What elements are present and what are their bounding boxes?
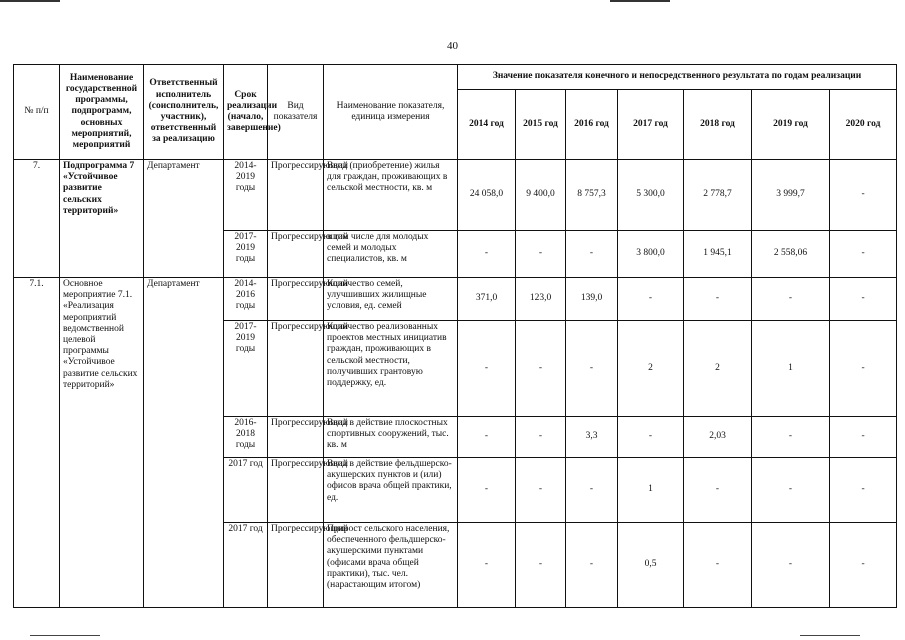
- value-cell: -: [752, 523, 830, 608]
- value-cell: -: [830, 231, 897, 278]
- header-indicator-name: Наименование показателя, единица измерения: [324, 65, 458, 160]
- value-cell: -: [458, 231, 516, 278]
- value-cell: -: [752, 278, 830, 321]
- indicator-type: Прогрессирующий: [268, 160, 324, 231]
- value-cell: -: [684, 278, 752, 321]
- scan-edge-bottom-right: [800, 635, 860, 636]
- value-cell: -: [618, 417, 684, 458]
- value-cell: -: [830, 160, 897, 231]
- header-year: 2020 год: [830, 90, 897, 160]
- value-cell: 371,0: [458, 278, 516, 321]
- indicator-type: Прогрессирующий: [268, 523, 324, 608]
- program-name: Основное мероприятие 7.1. «Реализация мероприятий ведомственной целевой программы «Устойчивое развитие сельских территорий»: [60, 278, 144, 608]
- scan-edge-top-right: [610, 0, 670, 2]
- indicator-name: в том числе для молодых семей и молодых специалистов, кв. м: [324, 231, 458, 278]
- table-row: [14, 278, 897, 321]
- value-cell: -: [566, 458, 618, 523]
- indicator-type: Прогрессирующий: [268, 417, 324, 458]
- header-period: Срок реализации (начало, завершение): [224, 65, 268, 160]
- value-cell: -: [458, 523, 516, 608]
- period: 2014-2019 годы: [224, 160, 268, 231]
- value-cell: -: [752, 417, 830, 458]
- value-cell: -: [752, 458, 830, 523]
- value-cell: 3 800,0: [618, 231, 684, 278]
- header-year: 2018 год: [684, 90, 752, 160]
- indicator-type: Прогрессирующий: [268, 321, 324, 417]
- value-cell: 9 400,0: [516, 160, 566, 231]
- period: 2016-2018 годы: [224, 417, 268, 458]
- value-cell: -: [566, 231, 618, 278]
- value-cell: -: [830, 458, 897, 523]
- value-cell: -: [684, 523, 752, 608]
- value-cell: -: [458, 417, 516, 458]
- scan-edge-top-left: [0, 0, 60, 2]
- responsible: Департамент: [144, 278, 224, 608]
- value-cell: 0,5: [618, 523, 684, 608]
- header-year: 2015 год: [516, 90, 566, 160]
- value-cell: -: [830, 417, 897, 458]
- value-cell: -: [458, 321, 516, 417]
- program-name: Подпрограмма 7 «Устойчивое развитие сельских территорий»: [60, 160, 144, 278]
- header-year: 2014 год: [458, 90, 516, 160]
- row-number: 7.: [14, 160, 60, 278]
- header-num: № п/п: [14, 65, 60, 160]
- indicator-name: Количество семей, улучшивших жилищные условия, ед. семей: [324, 278, 458, 321]
- indicator-name: Ввод в действие фельдшерско-акушерских пунктов и (или) офисов врача общей практики, ед.: [324, 458, 458, 523]
- table-row: [14, 160, 897, 231]
- header-values-group: Значение показателя конечного и непосредственного результата по годам реализации: [458, 65, 897, 90]
- header-program: Наименование государственной программы, подпрограмм, основных мероприятий, мероприятий: [60, 65, 144, 160]
- value-cell: -: [618, 278, 684, 321]
- value-cell: -: [458, 458, 516, 523]
- header-indicator-type: Вид показателя: [268, 65, 324, 160]
- value-cell: -: [516, 523, 566, 608]
- value-cell: 123,0: [516, 278, 566, 321]
- value-cell: 2: [684, 321, 752, 417]
- indicator-name: Количество реализованных проектов местных инициатив граждан, проживающих в сельской местности, получивших грантовую поддержку, ед.: [324, 321, 458, 417]
- value-cell: 1 945,1: [684, 231, 752, 278]
- indicator-type: Прогрессирующий: [268, 231, 324, 278]
- period: 2017 год: [224, 458, 268, 523]
- value-cell: -: [684, 458, 752, 523]
- value-cell: -: [516, 321, 566, 417]
- value-cell: 24 058,0: [458, 160, 516, 231]
- value-cell: 8 757,3: [566, 160, 618, 231]
- value-cell: -: [516, 231, 566, 278]
- header-row-1: [14, 65, 897, 90]
- value-cell: -: [830, 523, 897, 608]
- value-cell: -: [566, 321, 618, 417]
- indicators-table: [13, 64, 897, 608]
- page-number: 40: [447, 40, 458, 52]
- indicator-name: Прирост сельского населения, обеспеченного фельдшерско-акушерскими пунктами (офисами врача общей практики), тыс. чел. (нарастающим итогом): [324, 523, 458, 608]
- header-year: 2019 год: [752, 90, 830, 160]
- value-cell: -: [830, 278, 897, 321]
- value-cell: 1: [618, 458, 684, 523]
- value-cell: 2,03: [684, 417, 752, 458]
- value-cell: -: [516, 417, 566, 458]
- period: 2014-2016 годы: [224, 278, 268, 321]
- value-cell: 5 300,0: [618, 160, 684, 231]
- value-cell: -: [516, 458, 566, 523]
- indicator-name: Ввод (приобретение) жилья для граждан, проживающих в сельской местности, кв. м: [324, 160, 458, 231]
- value-cell: 1: [752, 321, 830, 417]
- indicator-type: Прогрессирующий: [268, 458, 324, 523]
- scan-edge-bottom-left: [30, 635, 100, 636]
- header-responsible: Ответственный исполнитель (соисполнитель, участник), ответственный за реализацию: [144, 65, 224, 160]
- indicator-type: Прогрессирующий: [268, 278, 324, 321]
- period: 2017-2019 годы: [224, 321, 268, 417]
- value-cell: 3 999,7: [752, 160, 830, 231]
- value-cell: 139,0: [566, 278, 618, 321]
- responsible: Департамент: [144, 160, 224, 278]
- header-year: 2017 год: [618, 90, 684, 160]
- period: 2017 год: [224, 523, 268, 608]
- period: 2017-2019 годы: [224, 231, 268, 278]
- value-cell: -: [566, 523, 618, 608]
- indicator-name: Ввод в действие плоскостных спортивных сооружений, тыс. кв. м: [324, 417, 458, 458]
- value-cell: 2 778,7: [684, 160, 752, 231]
- value-cell: 2: [618, 321, 684, 417]
- row-number: 7.1.: [14, 278, 60, 608]
- value-cell: 3,3: [566, 417, 618, 458]
- value-cell: 2 558,06: [752, 231, 830, 278]
- header-year: 2016 год: [566, 90, 618, 160]
- value-cell: -: [830, 321, 897, 417]
